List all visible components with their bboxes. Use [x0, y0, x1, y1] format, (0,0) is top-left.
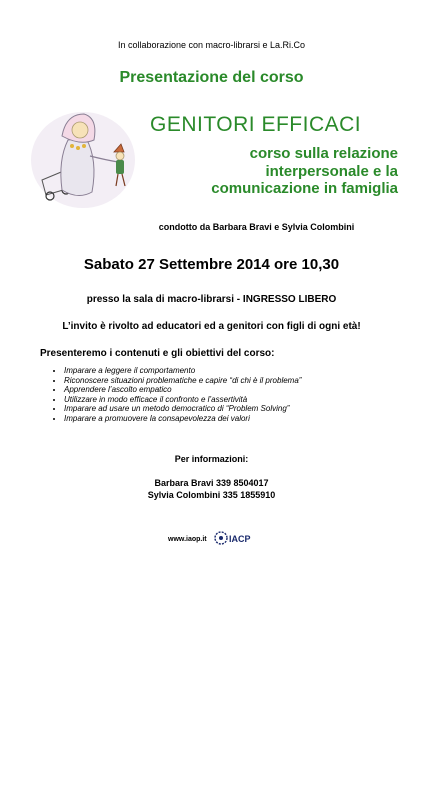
presentation-heading: Presentazione del corso — [119, 69, 304, 86]
course-subtitle-line: corso sulla relazione — [249, 145, 398, 162]
venue: presso la sala di macro-librarsi - INGRESSO LIBERO — [86, 294, 337, 305]
info-heading: Per informazioni: — [174, 454, 249, 464]
iacp-logo-text: IACP — [229, 534, 251, 544]
course-subtitle-line: interpersonale e la — [265, 162, 398, 180]
objective-item: • Utilizzare in modo efficace il confronto e l’assertività — [64, 395, 301, 405]
conducted-by: condotto da Barbara Bravi e Sylvia Colombini — [158, 222, 355, 232]
objective-item: • Riconoscere situazioni problematiche e capire “di chi è il problema” — [64, 376, 301, 386]
objective-item: • Imparare a promuovere la consapevolezza dei valori — [64, 414, 301, 424]
event-date: Sabato 27 Settembre 2014 ore 10,30 — [83, 256, 340, 273]
collaboration-note: In collaborazione con macro-librarsi e La.Ri.Co — [117, 40, 306, 50]
course-subtitle — [198, 145, 398, 198]
objective-item: • Apprendere l’ascolto empatico — [64, 385, 301, 395]
invitation: L’invito è rivolto ad educatori ed a genitori con figli di ogni età! — [62, 321, 361, 332]
objectives-list — [50, 366, 301, 424]
objective-item: • Imparare ad usare un metodo democratico di “Problem Solving” — [64, 404, 301, 414]
iacp-logo — [214, 530, 254, 546]
website-link[interactable]: www.iaop.it — [168, 536, 207, 543]
illustration-parent-child — [28, 100, 146, 214]
course-subtitle-line: comunicazione in famiglia — [211, 180, 398, 197]
objectives-intro: Presenteremo i contenuti e gli obiettivi del corso: — [40, 348, 275, 359]
contact-sylvia: Sylvia Colombini 335 1855910 — [147, 490, 276, 500]
objective-item: • Imparare a leggere il comportamento — [64, 366, 301, 376]
course-title: GENITORI EFFICACI — [150, 113, 362, 136]
contact-barbara: Barbara Bravi 339 8504017 — [154, 478, 269, 488]
